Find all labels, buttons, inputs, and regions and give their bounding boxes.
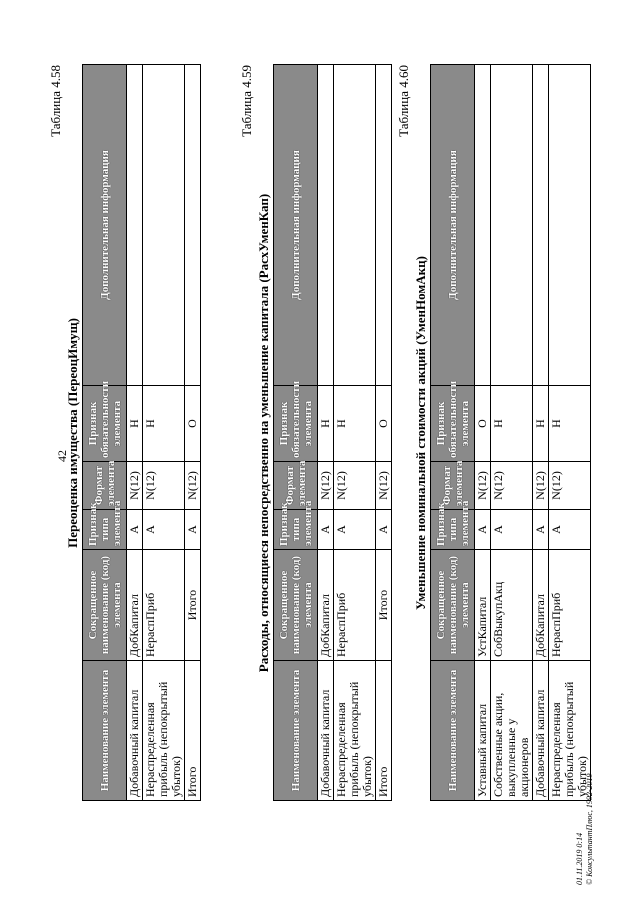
cell (185, 550, 201, 661)
table-row (475, 65, 491, 801)
cell (376, 550, 392, 661)
table-header-row (431, 65, 475, 801)
header-cell: Дополнительная информация (431, 65, 475, 386)
cell: Нераспределенная прибыль (непокрытый убыток) (143, 661, 185, 801)
cell: Н (491, 386, 533, 462)
header-cell: Дополнительная информация (83, 65, 127, 386)
table-header-row (274, 65, 318, 801)
cell (127, 65, 143, 386)
table-4-59 (273, 64, 392, 801)
table-header-row (83, 65, 127, 801)
cell: N(12) (143, 462, 185, 510)
table-row (376, 65, 392, 801)
cell: Собственные акции, выкупленные у акционеров (491, 661, 533, 801)
header-cell: Наименование элемента (274, 661, 318, 801)
header-cell: Признак обязательности элемента (274, 386, 318, 462)
table-row (318, 65, 334, 801)
cell: N(12) (376, 462, 392, 510)
total-label: Итого (376, 589, 390, 621)
cell: Н (334, 386, 376, 462)
cell: ДобКапитал (533, 550, 549, 661)
cell: А (376, 510, 392, 550)
cell: Нераспределенная прибыль (непокрытый убыток) (334, 661, 376, 801)
cell: Н (127, 386, 143, 462)
cell: НераспПриб (549, 550, 591, 661)
table-caption: Таблица 4.58 (48, 65, 63, 137)
cell: А (549, 510, 591, 550)
table-4-60 (430, 64, 591, 801)
cell: А (127, 510, 143, 550)
cell: N(12) (491, 462, 533, 510)
cell: Добавочный капитал (127, 661, 143, 801)
total-label: Итого (185, 589, 199, 621)
cell: О (376, 386, 392, 462)
cell: УстКапитал (475, 550, 491, 661)
cell: А (475, 510, 491, 550)
cell: СобВыкупАкц (491, 550, 533, 661)
table-row (127, 65, 143, 801)
header-cell: Наименование элемента (83, 661, 127, 801)
table-row (185, 65, 201, 801)
cell (318, 65, 334, 386)
cell: О (185, 386, 201, 462)
cell: А (533, 510, 549, 550)
cell: НераспПриб (143, 550, 185, 661)
cell: ДобКапитал (127, 550, 143, 661)
cell: А (143, 510, 185, 550)
table-row (334, 65, 376, 801)
table-caption: Таблица 4.60 (396, 65, 411, 137)
cell: А (491, 510, 533, 550)
table-row (533, 65, 549, 801)
table-row (143, 65, 185, 801)
cell: N(12) (533, 462, 549, 510)
cell: Н (549, 386, 591, 462)
header-cell: Формат элемента (83, 462, 127, 510)
table-row (549, 65, 591, 801)
cell: Добавочный капитал (533, 661, 549, 801)
table-title: Переоценка имущества (ПереоцИмущ) (65, 318, 80, 548)
cell: N(12) (334, 462, 376, 510)
header-cell: Признак типа элемента (431, 510, 475, 550)
cell: N(12) (549, 462, 591, 510)
cell: Добавочный капитал (318, 661, 334, 801)
header-cell: Признак типа элемента (83, 510, 127, 550)
cell: N(12) (475, 462, 491, 510)
cell: Итого (376, 661, 392, 801)
table-4-58 (82, 64, 201, 801)
footer-line: 01.11.2019 0:14 (575, 832, 584, 885)
footer-line: © КонсультантПлюс, 1992-2019 (585, 773, 594, 885)
cell: Нераспределенная прибыль (непокрытый убыток) (549, 661, 591, 801)
header-cell: Дополнительная информация (274, 65, 318, 386)
cell (376, 65, 392, 386)
cell (533, 65, 549, 386)
cell: Уставный капитал (475, 661, 491, 801)
cell (185, 65, 201, 386)
footer-stamp (575, 773, 595, 885)
cell: ДобКапитал (318, 550, 334, 661)
header-cell: Формат элемента (274, 462, 318, 510)
header-cell: Признак обязательности элемента (431, 386, 475, 462)
table-title: Расходы, относящиеся непосредственно на уменьшение капитала (РасхУменКап) (256, 193, 271, 673)
cell: Итого (185, 661, 201, 801)
table-block-4-60 (396, 65, 591, 801)
cell: N(12) (318, 462, 334, 510)
page-number: 42 (55, 450, 69, 462)
cell: N(12) (185, 462, 201, 510)
cell: А (185, 510, 201, 550)
table-row (491, 65, 533, 801)
cell: N(12) (127, 462, 143, 510)
header-cell: Сокращенное наименование (код) элемента (274, 550, 318, 661)
header-cell: Сокращенное наименование (код) элемента (431, 550, 475, 661)
cell: Н (533, 386, 549, 462)
header-cell: Наименование элемента (431, 661, 475, 801)
cell (334, 65, 376, 386)
cell: Н (143, 386, 185, 462)
header-cell: Формат элемента (431, 462, 475, 510)
cell (549, 65, 591, 386)
table-title: Уменьшение номинальной стоимости акций (УменНомАкц) (413, 256, 428, 610)
cell (475, 65, 491, 386)
cell: О (475, 386, 491, 462)
header-cell: Признак типа элемента (274, 510, 318, 550)
cell (491, 65, 533, 386)
header-cell: Признак обязательности элемента (83, 386, 127, 462)
table-caption: Таблица 4.59 (239, 65, 254, 137)
cell: А (334, 510, 376, 550)
cell: Н (318, 386, 334, 462)
table-block-4-58 (48, 65, 201, 801)
cell: НераспПриб (334, 550, 376, 661)
cell: А (318, 510, 334, 550)
table-block-4-59 (239, 65, 392, 801)
cell (143, 65, 185, 386)
header-cell: Сокращенное наименование (код) элемента (83, 550, 127, 661)
